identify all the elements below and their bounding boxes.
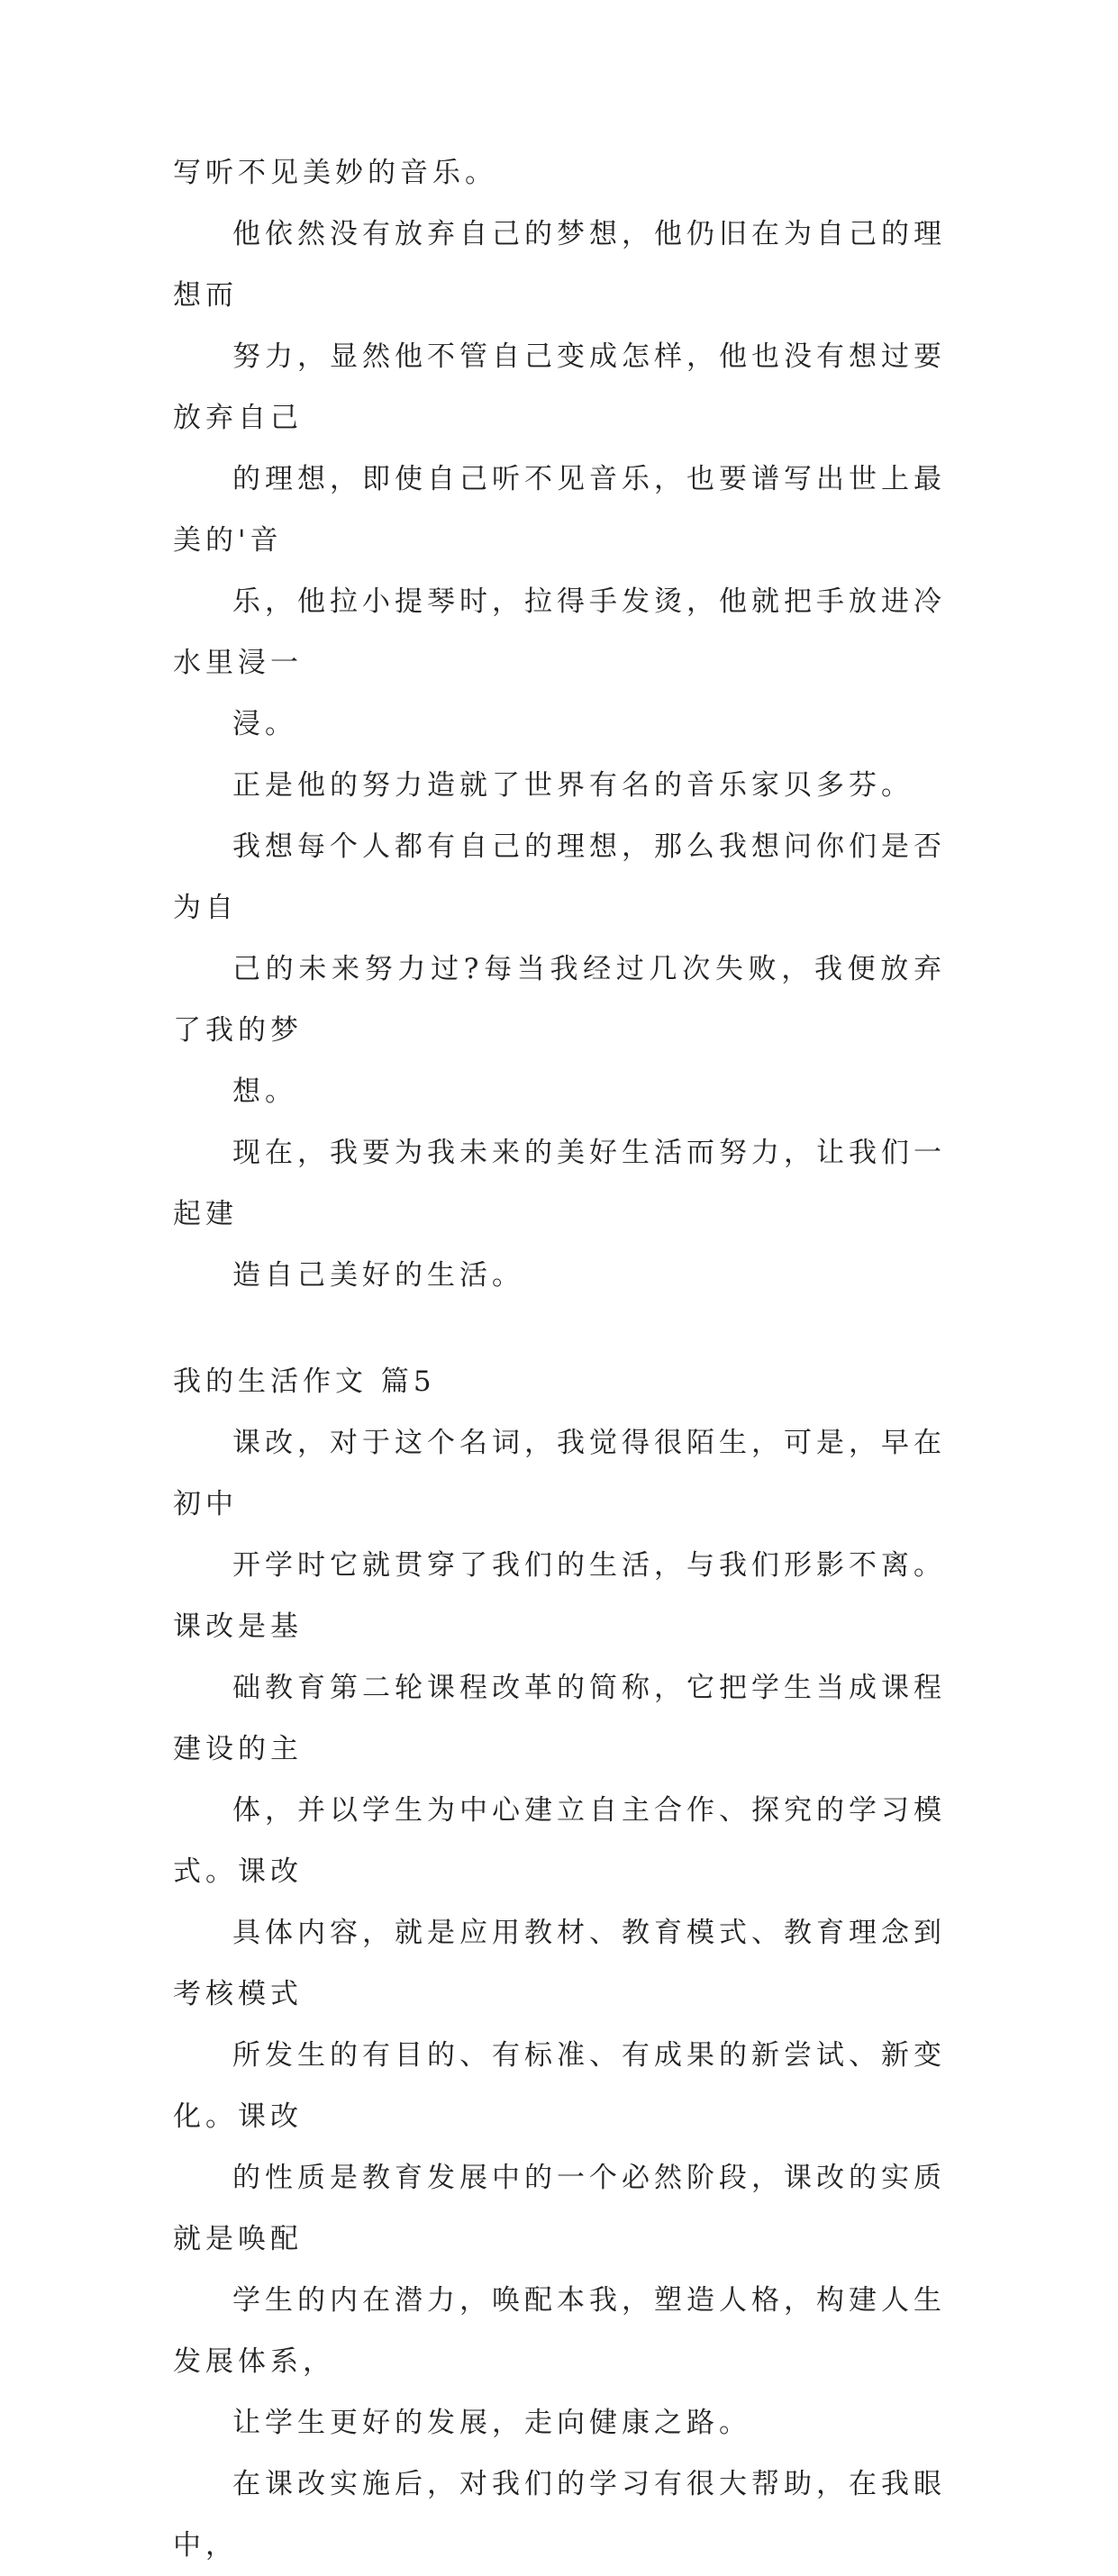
text-line: 浸。 (232, 708, 297, 740)
text-line: 努力，显然他不管自己变成怎样，他也没有想过要放弃自己 (173, 340, 946, 434)
text-line: 他依然没有放弃自己的梦想，他仍旧在为自己的理想而 (173, 218, 946, 312)
text-line: 具体内容，就是应用教材、教育模式、教育理念到考核模式 (173, 1917, 946, 2010)
paragraph (173, 1412, 946, 2454)
text-line: 学生的内在潜力，唤配本我，塑造人格，构建人生发展体系， (173, 2284, 946, 2378)
paragraph (173, 816, 946, 1122)
text-line: 的理想，即使自己听不见音乐，也要谱写出世上最美的'音 (173, 463, 946, 557)
text-line: 础教育第二轮课程改革的简称，它把学生当成课程建设的主 (173, 1672, 946, 1765)
text-line: 开学时它就贯穿了我们的生活，与我们形影不离。课改是基 (173, 1549, 946, 1643)
paragraph (173, 142, 946, 204)
text-line: 课改，对于这个名词，我觉得很陌生，可是，早在初中 (173, 1427, 946, 1520)
text-line: 造自己美好的生活。 (232, 1259, 524, 1292)
document-body (173, 142, 946, 2576)
paragraph (173, 204, 946, 755)
text-line: 我想每个人都有自己的理想，那么我想问你们是否为自 (173, 830, 946, 924)
paragraph (173, 1122, 946, 1306)
text-line: 所发生的有目的、有标准、有成果的新尝试、新变化。课改 (173, 2039, 946, 2133)
text-line: 己的未来努力过?每当我经过几次失败，我便放弃了我的梦 (173, 953, 946, 1047)
text-line: 在课改实施后，对我们的学习有很大帮助，在我眼中， (173, 2468, 946, 2562)
text-line: 的性质是教育发展中的一个必然阶段，课改的实质就是唤配 (173, 2162, 946, 2255)
essay-part-1 (173, 142, 946, 1306)
text-line: 乐，他拉小提琴时，拉得手发烫，他就把手放进冷水里浸一 (173, 585, 946, 679)
text-line: 体，并以学生为中心建立自主合作、探究的学习模式。课改 (173, 1794, 946, 1888)
text-line: 正是他的努力造就了世界有名的音乐家贝多芬。 (232, 769, 913, 802)
essay-part-2 (173, 1412, 946, 2576)
text-line: 写听不见美妙的音乐。 (173, 157, 497, 189)
paragraph (173, 755, 946, 816)
paragraph (173, 2454, 946, 2576)
text-line: 现在，我要为我未来的美好生活而努力，让我们一起建 (173, 1137, 946, 1230)
section-heading: 我的生活作文 篇5 (173, 1365, 436, 1398)
text-line: 想。 (232, 1075, 297, 1108)
text-line: 让学生更好的发展，走向健康之路。 (232, 2407, 751, 2439)
